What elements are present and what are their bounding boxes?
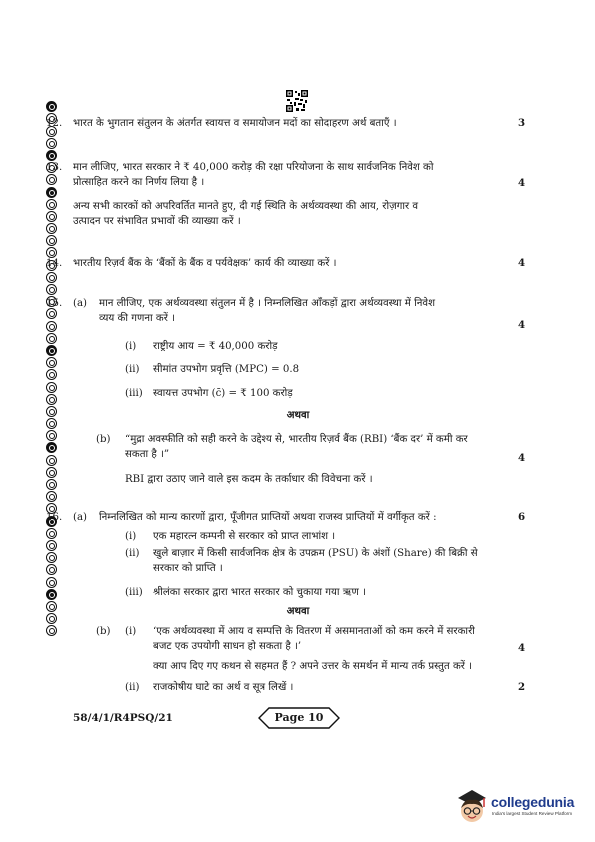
question-14: [46, 256, 526, 271]
binding-ring: [46, 321, 57, 332]
question-12: [46, 116, 526, 131]
question-number: 16.: [46, 512, 63, 523]
question-number: 13.: [46, 162, 63, 173]
question-text: RBI द्वारा उठाए जाने वाले इस कदम के तर्काधार की विवेचना करें ।: [125, 473, 373, 485]
question-text: भारत के भुगतान संतुलन के अंतर्गत स्वायत्त व समायोजन मदों का सोदाहरण अर्थ बताएँ ।: [73, 118, 397, 129]
question-number: 15.: [46, 298, 63, 309]
binding-ring: [46, 333, 57, 344]
item-text: सीमांत उपभोग प्रवृत्ति (MPC) = 0.8: [153, 364, 300, 375]
binding-ring: [46, 491, 57, 502]
question-15: [46, 296, 523, 327]
question-text: “मुद्रा अवस्फीति को सही करने के उद्देश्य से, भारतीय रिज़र्व बैंक (RBI) ‘बैंक दर’ में कमी कर: [125, 434, 468, 445]
binding-ring: [46, 284, 57, 295]
item-text: सरकार को प्राप्ति ।: [153, 563, 223, 575]
marks: 4: [518, 177, 526, 189]
item-text: खुले बाज़ार में किसी सार्वजनिक क्षेत्र के उपक्रम (PSU) के अंशों (Share) की बिक्री से: [153, 548, 478, 559]
question-13: [46, 160, 526, 229]
question-text: मान लीजिए, भारत सरकार ने ₹ 40,000 करोड़ की रक्षा परियोजना के साथ सार्वजनिक निवेश को: [73, 162, 434, 173]
binding-ring: [46, 382, 57, 393]
binding-ring: [46, 455, 57, 466]
question-number: 14.: [46, 258, 63, 269]
binding-rings: [46, 100, 66, 637]
part-label: (b): [96, 626, 111, 637]
item-text: ‘एक अर्थव्यवस्था में आय व सम्पत्ति के वितरण में असमानताओं को कम करने में सरकारी: [153, 626, 475, 637]
binding-ring: [46, 138, 57, 149]
or-separator: अथवा: [286, 605, 310, 617]
marks: 4: [518, 319, 526, 331]
item-label: (ii): [125, 548, 140, 559]
question-text: मान लीजिए, एक अर्थव्यवस्था संतुलन में है । निम्नलिखित आँकड़ों द्वारा अर्थव्यवस्था में निवेश: [99, 298, 435, 309]
binding-ring: [46, 418, 57, 429]
collegedunia-logo: [455, 780, 585, 830]
item-text: श्रीलंका सरकार द्वारा भारत सरकार को चुकाया गया ऋण ।: [153, 587, 366, 598]
marks: 4: [518, 642, 526, 654]
item-text: स्वायत्त उपभोग (c̄) = ₹ 100 करोड़: [153, 388, 293, 399]
binding-ring: [46, 564, 57, 575]
item-text: बजट एक उपयोगी साधन हो सकता है ।’: [153, 641, 302, 653]
part-label: (b): [96, 434, 111, 445]
binding-ring: [46, 223, 57, 234]
item-label: (iii): [125, 388, 143, 399]
paper-code: 58/4/1/R4PSQ/21: [73, 712, 173, 724]
binding-ring: [46, 394, 57, 405]
question-text: सकता है ।”: [125, 449, 170, 461]
binding-ring: [46, 101, 57, 112]
question-text: भारतीय रिज़र्व बैंक के ‘बैंकों के बैंक व पर्यवेक्षक’ कार्य की व्याख्या करें ।: [73, 258, 337, 269]
binding-ring: [46, 613, 57, 624]
item-text: राष्ट्रीय आय = ₹ 40,000 करोड़: [153, 341, 278, 352]
marks: 4: [518, 452, 526, 464]
item-label: (ii): [125, 682, 140, 693]
brand-name: collegedunia: [491, 794, 575, 810]
item-label: (i): [125, 531, 137, 542]
item-text: क्या आप दिए गए कथन से सहमत हैं ? अपने उत्तर के समर्थन में मान्य तर्क प्रस्तुत करें ।: [153, 660, 473, 672]
part-label: (a): [73, 512, 88, 523]
binding-ring: [46, 235, 57, 246]
binding-ring: [46, 345, 57, 356]
binding-ring: [46, 540, 57, 551]
binding-ring: [46, 272, 57, 283]
item-text: एक महारत्न कम्पनी से सरकार को प्राप्त लाभांश ।: [153, 531, 336, 542]
binding-ring: [46, 589, 57, 600]
question-text: अन्य सभी कारकों को अपरिवर्तित मानते हुए, दी गई स्थिति के अर्थव्यवस्था की आय, रोज़गार व: [73, 200, 419, 212]
binding-ring: [46, 467, 57, 478]
qr-code: [286, 90, 308, 112]
binding-ring: [46, 625, 57, 636]
question-text: निम्नलिखित को मान्य कारणों द्वारा, पूँजीगत प्राप्तियों अथवा राजस्व प्राप्तियों में वर्गीकृत करें :: [99, 512, 437, 523]
marks: 6: [518, 511, 526, 523]
page-number: Page 10: [274, 711, 324, 724]
binding-ring: [46, 479, 57, 490]
binding-ring: [46, 174, 57, 185]
binding-ring: [46, 601, 57, 612]
binding-ring: [46, 369, 57, 380]
question-number: 12.: [46, 118, 63, 129]
item-label: (ii): [125, 364, 140, 375]
binding-ring: [46, 528, 57, 539]
page-number-box: [258, 707, 340, 729]
marks: 4: [518, 257, 526, 269]
question-16: [46, 510, 526, 525]
question-text: उत्पादन पर संभावित प्रभावों की व्याख्या करें ।: [73, 215, 241, 227]
marks: 3: [518, 117, 526, 129]
brand-tagline: India's largest Student Review Platform: [492, 811, 573, 816]
item-label: (iii): [125, 587, 143, 598]
or-separator: अथवा: [286, 409, 310, 421]
binding-ring: [46, 577, 57, 588]
binding-ring: [46, 406, 57, 417]
binding-ring: [46, 187, 57, 198]
binding-ring: [46, 199, 57, 210]
binding-ring: [46, 552, 57, 563]
marks: 2: [518, 681, 526, 693]
item-label: (i): [125, 626, 137, 637]
question-text: व्यय की गणना करें ।: [99, 313, 175, 325]
binding-ring: [46, 357, 57, 368]
question-text: प्रोत्साहित करने का निर्णय लिया है ।: [73, 177, 205, 189]
binding-ring: [46, 211, 57, 222]
part-label: (a): [73, 298, 88, 309]
item-label: (i): [125, 341, 137, 352]
binding-ring: [46, 430, 57, 441]
mascot-icon: [455, 784, 489, 828]
binding-ring: [46, 442, 57, 453]
item-text: राजकोषीय घाटे का अर्थ व सूत्र लिखें ।: [153, 682, 294, 693]
